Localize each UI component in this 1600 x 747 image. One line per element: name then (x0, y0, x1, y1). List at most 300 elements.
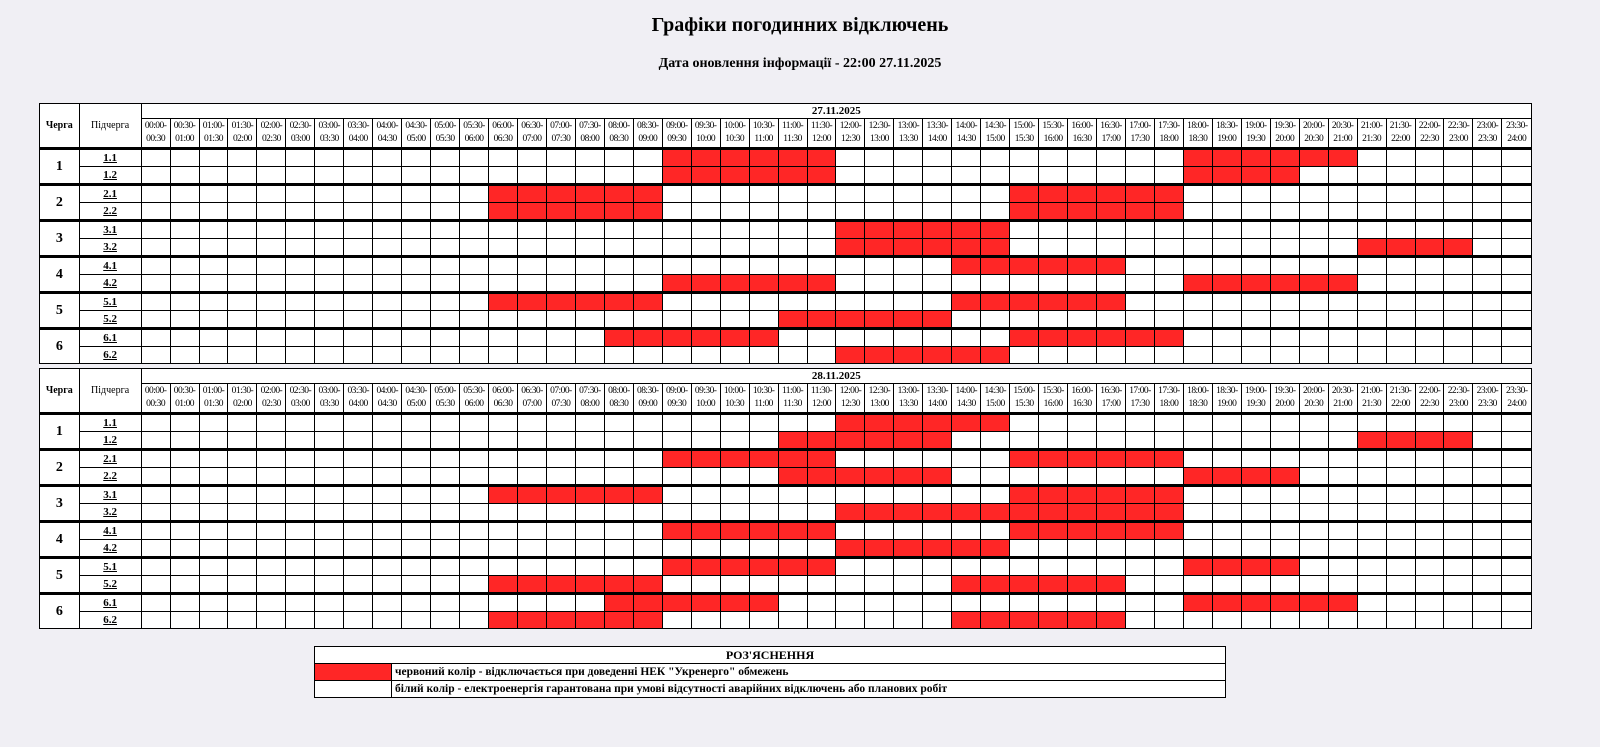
available-cell (1039, 414, 1068, 432)
available-cell (1097, 540, 1126, 558)
available-cell (1386, 275, 1415, 293)
queue-number: 2 (40, 450, 80, 486)
available-cell (315, 185, 344, 203)
available-cell (575, 257, 604, 275)
subqueue-link[interactable]: 5.1 (103, 561, 117, 573)
available-cell (691, 540, 720, 558)
available-cell (199, 203, 228, 221)
outage-cell (836, 432, 865, 450)
outage-cell (546, 612, 575, 629)
available-cell (517, 504, 546, 522)
available-cell (402, 311, 431, 329)
available-cell (373, 504, 402, 522)
outage-cell (865, 311, 894, 329)
available-cell (1299, 540, 1328, 558)
outage-cell (1068, 185, 1097, 203)
available-cell (286, 468, 315, 486)
available-cell (1328, 432, 1357, 450)
outage-cell (1154, 486, 1183, 504)
outage-cell (778, 311, 807, 329)
available-cell (257, 329, 286, 347)
subqueue-row (40, 450, 1532, 468)
time-slot-start: 12:00- (839, 121, 862, 131)
subqueue-link[interactable]: 1.1 (103, 417, 117, 429)
queue-header: Черга (40, 369, 80, 414)
available-cell (315, 594, 344, 612)
available-cell (1183, 522, 1212, 540)
time-slot-label (981, 119, 1010, 149)
available-cell (1241, 311, 1270, 329)
available-cell (1039, 558, 1068, 576)
time-slot-label (489, 384, 518, 414)
available-cell (865, 329, 894, 347)
subqueue-link[interactable]: 6.2 (103, 614, 117, 626)
available-cell (1183, 414, 1212, 432)
subqueue-row (40, 293, 1532, 311)
time-slot-start: 17:00- (1129, 386, 1151, 396)
subqueue-cell (79, 540, 141, 558)
available-cell (257, 486, 286, 504)
available-cell (1473, 221, 1502, 239)
available-cell (373, 149, 402, 167)
outage-cell (489, 612, 518, 629)
time-slot-label (923, 384, 952, 414)
time-slot-end: 24:00 (1507, 399, 1527, 409)
outage-cell (1010, 522, 1039, 540)
available-cell (431, 293, 460, 311)
available-cell (778, 347, 807, 364)
available-cell (344, 522, 373, 540)
available-cell (749, 293, 778, 311)
available-cell (1357, 203, 1386, 221)
time-slot-label (1241, 384, 1270, 414)
available-cell (199, 558, 228, 576)
available-cell (141, 257, 170, 275)
subqueue-link[interactable]: 5.2 (103, 313, 117, 325)
subqueue-row (40, 149, 1532, 167)
available-cell (1444, 504, 1473, 522)
subqueue-row (40, 167, 1532, 185)
available-cell (1183, 612, 1212, 629)
available-cell (1473, 558, 1502, 576)
time-slot-end: 07:00 (522, 134, 542, 144)
queue-number: 3 (40, 486, 80, 522)
outage-cell (1357, 432, 1386, 450)
available-cell (633, 257, 662, 275)
available-cell (489, 149, 518, 167)
available-cell (170, 486, 199, 504)
available-cell (315, 167, 344, 185)
available-cell (894, 522, 923, 540)
time-slot-start: 07:00- (550, 386, 572, 396)
available-cell (1415, 311, 1444, 329)
time-slot-start: 17:30- (1158, 121, 1180, 131)
available-cell (460, 275, 489, 293)
available-cell (1328, 257, 1357, 275)
time-slot-start: 21:00- (1360, 386, 1383, 396)
available-cell (546, 540, 575, 558)
subqueue-link[interactable]: 2.1 (103, 188, 117, 200)
available-cell (170, 149, 199, 167)
available-cell (662, 414, 691, 432)
subqueue-link[interactable]: 2.2 (103, 470, 117, 482)
outage-cell (1270, 558, 1299, 576)
outage-cell (894, 504, 923, 522)
available-cell (952, 558, 981, 576)
available-cell (228, 612, 257, 629)
available-cell (1357, 414, 1386, 432)
time-slot-label (1299, 384, 1328, 414)
available-cell (807, 329, 836, 347)
available-cell (373, 432, 402, 450)
available-cell (778, 203, 807, 221)
available-cell (517, 450, 546, 468)
available-cell (894, 576, 923, 594)
available-cell (1212, 257, 1241, 275)
subqueue-link[interactable]: 4.1 (103, 525, 117, 537)
available-cell (778, 185, 807, 203)
time-slot-end: 20:00 (1275, 134, 1295, 144)
time-slot-label (1357, 384, 1386, 414)
subqueue-link[interactable]: 1.2 (103, 434, 117, 446)
outage-cell (981, 221, 1010, 239)
available-cell (489, 414, 518, 432)
time-slot-label (894, 119, 923, 149)
available-cell (691, 612, 720, 629)
subqueue-row (40, 612, 1532, 629)
available-cell (1328, 185, 1357, 203)
available-cell (720, 203, 749, 221)
time-slot-end: 02:30 (261, 134, 281, 144)
available-cell (344, 239, 373, 257)
available-cell (1386, 468, 1415, 486)
available-cell (315, 329, 344, 347)
available-cell (286, 275, 315, 293)
available-cell (199, 522, 228, 540)
time-slot-label (460, 119, 489, 149)
available-cell (1126, 594, 1155, 612)
available-cell (575, 504, 604, 522)
time-slot-end: 10:30 (725, 399, 745, 409)
outage-cell (1068, 576, 1097, 594)
time-slot-label (981, 384, 1010, 414)
subqueue-link[interactable]: 1.1 (103, 152, 117, 164)
outage-cell (1039, 329, 1068, 347)
subqueue-row (40, 221, 1532, 239)
outage-cell (749, 329, 778, 347)
outage-cell (865, 347, 894, 364)
subqueue-link[interactable]: 4.2 (103, 277, 117, 289)
available-cell (402, 149, 431, 167)
available-cell (1357, 468, 1386, 486)
available-cell (952, 311, 981, 329)
available-cell (1299, 311, 1328, 329)
available-cell (836, 329, 865, 347)
time-slot-start: 23:30- (1505, 121, 1528, 131)
subqueue-link[interactable]: 6.2 (103, 349, 117, 361)
available-cell (1386, 257, 1415, 275)
time-slot-label (1444, 119, 1473, 149)
subqueue-link[interactable]: 3.2 (103, 241, 117, 253)
available-cell (1126, 149, 1155, 167)
time-slot-end: 17:30 (1130, 399, 1150, 409)
available-cell (228, 450, 257, 468)
available-cell (807, 221, 836, 239)
available-cell (517, 414, 546, 432)
available-cell (546, 149, 575, 167)
time-slot-start: 20:30- (1331, 386, 1354, 396)
available-cell (604, 504, 633, 522)
outage-cell (720, 594, 749, 612)
time-slot-label (460, 384, 489, 414)
time-slot-end: 08:30 (609, 399, 629, 409)
outage-cell (662, 522, 691, 540)
outage-cell (807, 450, 836, 468)
available-cell (1154, 576, 1183, 594)
available-cell (228, 414, 257, 432)
time-slot-end: 02:30 (261, 399, 281, 409)
outage-cell (1357, 239, 1386, 257)
time-slot-end: 06:00 (464, 399, 484, 409)
time-slot-start: 02:00- (260, 121, 283, 131)
time-slot-end: 16:30 (1072, 134, 1092, 144)
time-slot-end: 04:00 (348, 399, 368, 409)
time-slot-start: 05:00- (434, 386, 456, 396)
subqueue-link[interactable]: 6.1 (103, 332, 117, 344)
available-cell (749, 540, 778, 558)
time-slot-start: 00:00- (144, 121, 167, 131)
time-slot-start: 04:30- (405, 386, 427, 396)
available-cell (807, 185, 836, 203)
available-cell (1328, 612, 1357, 629)
available-cell (1502, 576, 1532, 594)
available-cell (836, 257, 865, 275)
available-cell (865, 450, 894, 468)
available-cell (1299, 522, 1328, 540)
time-slot-label (1212, 119, 1241, 149)
subqueue-row (40, 347, 1532, 364)
time-slot-start: 22:00- (1418, 121, 1441, 131)
available-cell (633, 221, 662, 239)
available-cell (1299, 293, 1328, 311)
available-cell (315, 414, 344, 432)
available-cell (373, 540, 402, 558)
time-slot-start: 05:30- (463, 386, 485, 396)
available-cell (1183, 311, 1212, 329)
time-slot-start: 06:30- (521, 121, 543, 131)
time-slot-start: 13:00- (897, 121, 920, 131)
available-cell (141, 576, 170, 594)
subqueue-cell (79, 558, 141, 576)
time-slot-start: 19:00- (1245, 386, 1267, 396)
outage-cell (633, 293, 662, 311)
time-slot-start: 15:30- (1042, 386, 1064, 396)
subqueue-link[interactable]: 3.1 (103, 489, 117, 501)
time-slot-start: 13:00- (897, 386, 920, 396)
available-cell (373, 311, 402, 329)
available-cell (1415, 185, 1444, 203)
available-cell (373, 522, 402, 540)
subqueue-row (40, 203, 1532, 221)
available-cell (720, 576, 749, 594)
time-slot-end: 23:30 (1477, 134, 1497, 144)
available-cell (575, 167, 604, 185)
outage-cell (691, 149, 720, 167)
time-slot-label (431, 119, 460, 149)
available-cell (1502, 347, 1532, 364)
available-cell (1154, 149, 1183, 167)
available-cell (1126, 540, 1155, 558)
time-slot-label (1212, 384, 1241, 414)
available-cell (373, 468, 402, 486)
subqueue-link[interactable]: 4.1 (103, 260, 117, 272)
available-cell (836, 185, 865, 203)
subqueue-link[interactable]: 2.1 (103, 453, 117, 465)
available-cell (431, 432, 460, 450)
available-cell (344, 257, 373, 275)
time-slot-start: 17:30- (1158, 386, 1180, 396)
outage-cell (981, 239, 1010, 257)
available-cell (865, 594, 894, 612)
outage-cell (1183, 594, 1212, 612)
outage-cell (836, 468, 865, 486)
outage-cell (1154, 522, 1183, 540)
available-cell (1444, 347, 1473, 364)
available-cell (1241, 203, 1270, 221)
subqueue-link[interactable]: 6.1 (103, 597, 117, 609)
outage-cell (894, 221, 923, 239)
time-slot-start: 06:00- (492, 121, 514, 131)
available-cell (1357, 576, 1386, 594)
time-slot-end: 15:30 (1014, 134, 1034, 144)
subqueue-link[interactable]: 5.2 (103, 578, 117, 590)
available-cell (257, 221, 286, 239)
subqueue-row (40, 594, 1532, 612)
available-cell (257, 558, 286, 576)
available-cell (315, 275, 344, 293)
available-cell (836, 486, 865, 504)
time-slot-start: 14:30- (984, 121, 1006, 131)
available-cell (1328, 504, 1357, 522)
outage-cell (1039, 504, 1068, 522)
available-cell (402, 221, 431, 239)
available-cell (517, 540, 546, 558)
available-cell (460, 594, 489, 612)
outage-cell (1010, 329, 1039, 347)
available-cell (1010, 540, 1039, 558)
time-slot-end: 23:00 (1449, 399, 1468, 409)
available-cell (315, 468, 344, 486)
available-cell (257, 347, 286, 364)
subqueue-link[interactable]: 3.1 (103, 224, 117, 236)
subqueue-link[interactable]: 5.1 (103, 296, 117, 308)
available-cell (141, 293, 170, 311)
available-cell (1126, 221, 1155, 239)
available-cell (489, 504, 518, 522)
available-cell (1212, 576, 1241, 594)
time-slot-label (286, 384, 315, 414)
available-cell (1126, 432, 1155, 450)
available-cell (1241, 540, 1270, 558)
available-cell (431, 203, 460, 221)
outage-cell (633, 576, 662, 594)
time-slot-label (402, 119, 431, 149)
available-cell (460, 221, 489, 239)
outage-cell (691, 275, 720, 293)
subqueue-cell (79, 329, 141, 347)
available-cell (286, 486, 315, 504)
subqueue-link[interactable]: 3.2 (103, 506, 117, 518)
available-cell (720, 311, 749, 329)
subqueue-link[interactable]: 4.2 (103, 542, 117, 554)
available-cell (199, 293, 228, 311)
available-cell (402, 329, 431, 347)
available-cell (141, 450, 170, 468)
subqueue-link[interactable]: 1.2 (103, 169, 117, 181)
available-cell (1010, 594, 1039, 612)
available-cell (402, 432, 431, 450)
schedule-date: 27.11.2025 (141, 104, 1531, 119)
available-cell (1097, 468, 1126, 486)
available-cell (1241, 293, 1270, 311)
time-slot-start: 16:30- (1100, 121, 1122, 131)
available-cell (373, 185, 402, 203)
available-cell (402, 257, 431, 275)
outage-cell (749, 558, 778, 576)
time-slot-start: 20:30- (1331, 121, 1354, 131)
available-cell (344, 414, 373, 432)
legend-table (314, 646, 1226, 698)
available-cell (257, 257, 286, 275)
available-cell (1415, 486, 1444, 504)
available-cell (460, 414, 489, 432)
available-cell (257, 612, 286, 629)
available-cell (1473, 576, 1502, 594)
available-cell (228, 576, 257, 594)
available-cell (1183, 221, 1212, 239)
available-cell (1270, 540, 1299, 558)
outage-cell (894, 311, 923, 329)
available-cell (778, 612, 807, 629)
available-cell (1444, 311, 1473, 329)
available-cell (228, 293, 257, 311)
available-cell (691, 239, 720, 257)
time-slot-label (720, 384, 749, 414)
available-cell (141, 239, 170, 257)
subqueue-cell (79, 149, 141, 167)
available-cell (778, 486, 807, 504)
available-cell (691, 468, 720, 486)
time-slot-end: 01:00 (175, 134, 194, 144)
outage-cell (662, 275, 691, 293)
available-cell (1415, 612, 1444, 629)
subqueue-row (40, 329, 1532, 347)
available-cell (1183, 203, 1212, 221)
available-cell (865, 612, 894, 629)
time-slot-label (865, 384, 894, 414)
subqueue-link[interactable]: 2.2 (103, 205, 117, 217)
available-cell (662, 504, 691, 522)
available-cell (1502, 293, 1532, 311)
available-cell (1097, 347, 1126, 364)
subqueue-cell (79, 185, 141, 203)
outage-cell (807, 522, 836, 540)
time-slot-end: 05:30 (435, 134, 455, 144)
available-cell (1241, 612, 1270, 629)
available-cell (604, 257, 633, 275)
available-cell (865, 576, 894, 594)
available-cell (604, 450, 633, 468)
